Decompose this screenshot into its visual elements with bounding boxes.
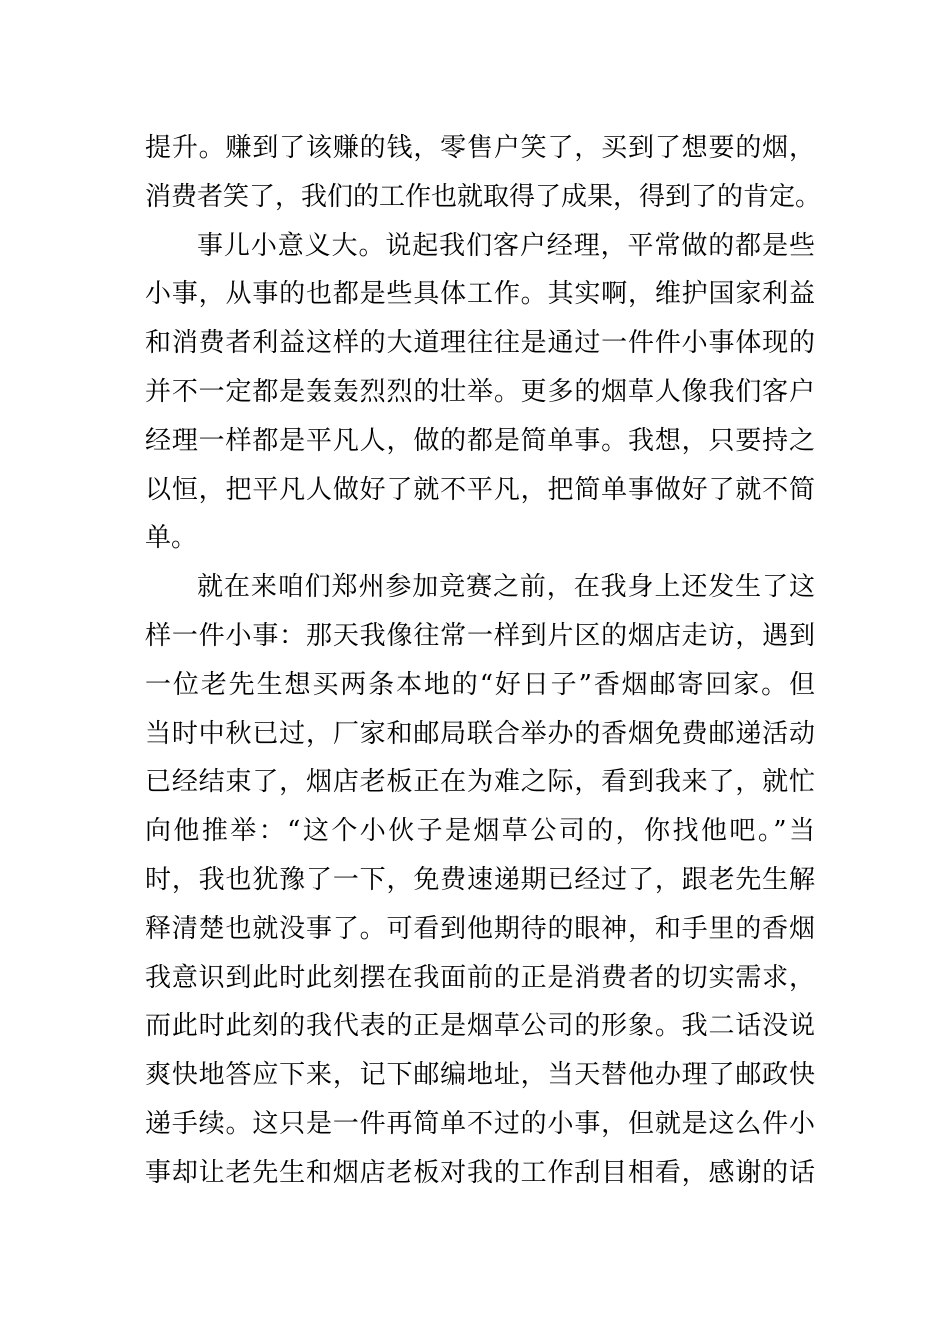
- document-body: [145, 124, 822, 1198]
- text-line: 我意识到此时此刻摆在我面前的正是消费者的切实需求，: [145, 962, 815, 993]
- text-line: 向他推举：“这个小伙子是烟草公司的，你找他吧。”当: [145, 816, 815, 847]
- text-line: 小事，从事的也都是些具体工作。其实啊，维护国家利益: [145, 279, 815, 310]
- text-line: 提升。赚到了该赚的钱，零售户笑了，买到了想要的烟，: [145, 133, 815, 163]
- text-line: 时，我也犹豫了一下，免费速递期已经过了，跟老先生解: [145, 864, 815, 895]
- paragraph-start-line: 就在来咱们郑州参加竞赛之前，在我身上还发生了这: [197, 572, 815, 603]
- text-line: 消费者笑了，我们的工作也就取得了成果，得到了的肯定。: [145, 181, 822, 212]
- text-line: 单。: [145, 523, 198, 554]
- text-line: 爽快地答应下来，记下邮编地址，当天替他办理了邮政快: [145, 1060, 815, 1091]
- text-line: 并不一定都是轰轰烈烈的壮举。更多的烟草人像我们客户: [145, 376, 815, 407]
- text-line: 递手续。这只是一件再简单不过的小事，但就是这么件小: [145, 1108, 815, 1139]
- text-line: 事却让老先生和烟店老板对我的工作刮目相看，感谢的话: [145, 1157, 815, 1188]
- text-line: 而此时此刻的我代表的正是烟草公司的形象。我二话没说: [145, 1011, 815, 1042]
- text-line: 以恒，把平凡人做好了就不平凡，把简单事做好了就不简: [145, 474, 815, 505]
- text-line: 释清楚也就没事了。可看到他期待的眼神，和手里的香烟: [145, 913, 815, 944]
- text-line: 一位老先生想买两条本地的“好日子”香烟邮寄回家。但: [145, 669, 815, 700]
- text-line: 样一件小事：那天我像往常一样到片区的烟店走访，遇到: [145, 620, 815, 651]
- text-line: 已经结束了，烟店老板正在为难之际，看到我来了，就忙: [145, 767, 815, 798]
- text-line: 当时中秋已过，厂家和邮局联合举办的香烟免费邮递活动: [145, 718, 815, 749]
- text-line: 经理一样都是平凡人，做的都是简单事。我想，只要持之: [145, 425, 815, 456]
- text-line: 和消费者利益这样的大道理往往是通过一件件小事体现的: [145, 328, 815, 359]
- paragraph-start-line: 事儿小意义大。说起我们客户经理，平常做的都是些: [197, 230, 815, 261]
